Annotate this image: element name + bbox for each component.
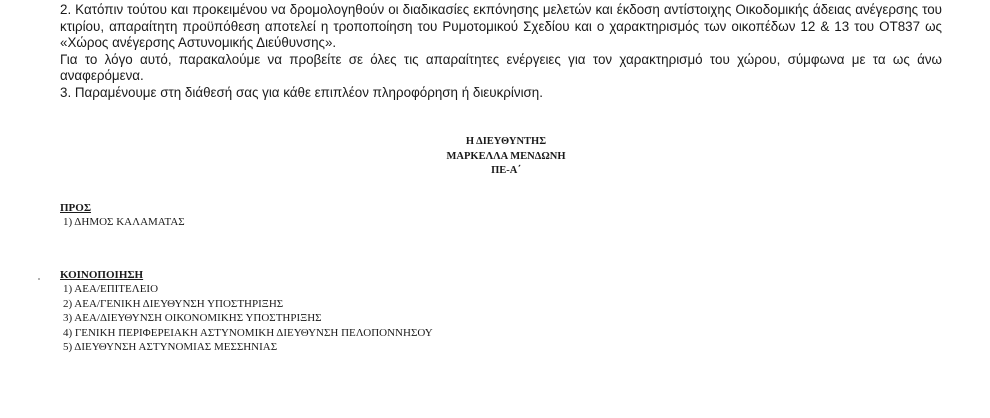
- paragraph-3: 3. Παραμένουμε στη διάθεσή σας για κάθε επιπλέον πληροφόρηση ή διευκρίνιση.: [60, 84, 543, 100]
- notification-item: 4) ΓΕΝΙΚΗ ΠΕΡΙΦΕΡΕΙΑΚΗ ΑΣΤΥΝΟΜΙΚΗ ΔΙΕΥΘΥΝΣΗ ΠΕΛΟΠΟΝΝΗΣΟΥ: [63, 326, 433, 339]
- signature-block: [0, 135, 990, 179]
- recipients-section: [60, 201, 185, 230]
- signatory-name: ΜΑΡΚΕΛΛΑ ΜΕΝΔΩΝΗ: [446, 150, 566, 162]
- signatory-role: Η ΔΙΕΥΘΥΝΤΗΣ: [465, 136, 547, 147]
- paragraph-2: 2. Κατόπιν τούτου και προκειμένου να δρομολογηθούν οι διαδικασίες εκπόνησης μελετών και έκδοση αντίστοιχης Οικοδομικής άδειας ανέγερσης του κτιρίου, απαραίτητη προϋπόθεση αποτελεί η τροποποίηση του Ρυμοτομικού Σχεδίου και ο χαρακτηρισμός των οικοπέδων 12 & 13 του ΟΤ837 ως «Χώρος ανέγερσης Αστυνομικής Διεύθυνσης».: [60, 2, 942, 50]
- scan-speck: [38, 278, 40, 280]
- notification-section: [60, 268, 433, 354]
- notification-title: ΚΟΙΝΟΠΟΙΗΣΗ: [60, 269, 144, 281]
- recipients-title: ΠΡΟΣ: [60, 202, 92, 214]
- notification-item: 2) ΑΕΑ/ΓΕΝΙΚΗ ΔΙΕΥΘΥΝΣΗ ΥΠΟΣΤΗΡΙΞΗΣ: [63, 297, 284, 310]
- recipient-item: 1) ΔΗΜΟΣ ΚΑΛΑΜΑΤΑΣ: [63, 216, 185, 229]
- signatory-rank: ΠΕ-Α΄: [491, 165, 521, 176]
- notification-item: 1) ΑΕΑ/ΕΠΙΤΕΛΕΙΟ: [63, 283, 159, 296]
- paragraph-request: Για το λόγο αυτό, παρακαλούμε να προβείτε σε όλες τις απαραίτητες ενέργειες για τον χαρακτηρισμό του χώρου, σύμφωνα με τα ως άνω αναφερόμενα.: [60, 51, 942, 83]
- notification-item: 5) ΔΙΕΥΘΥΝΣΗ ΑΣΤΥΝΟΜΙΑΣ ΜΕΣΣΗΝΙΑΣ: [63, 341, 278, 354]
- letter-body: [60, 2, 942, 101]
- notification-item: 3) ΑΕΑ/ΔΙΕΥΘΥΝΣΗ ΟΙΚΟΝΟΜΙΚΗΣ ΥΠΟΣΤΗΡΙΞΗΣ: [63, 312, 322, 325]
